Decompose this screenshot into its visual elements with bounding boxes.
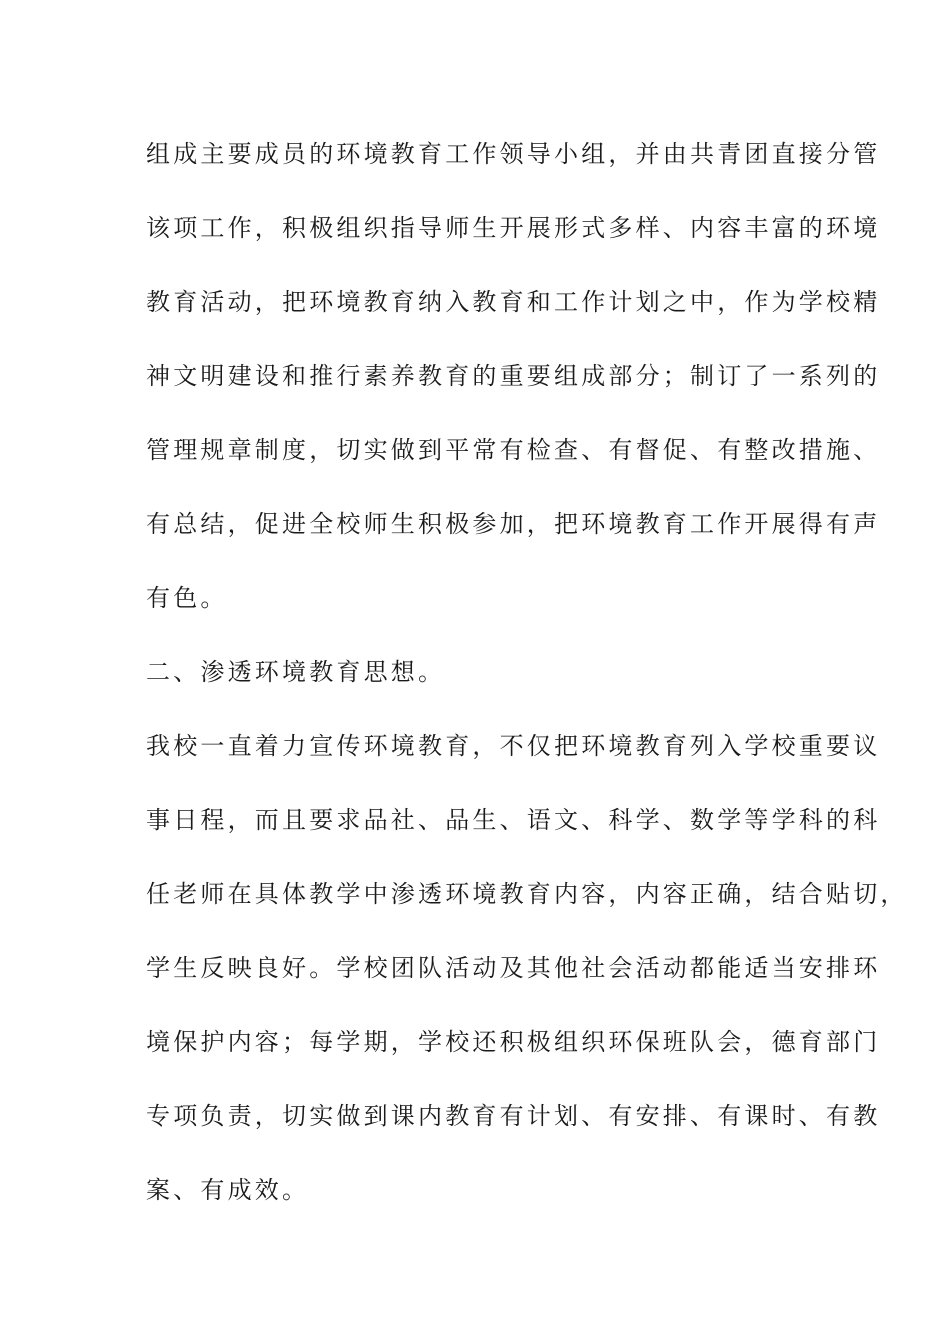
body-text — [146, 132, 908, 1242]
section-heading: 二、渗透环境教育思想。 — [146, 658, 446, 686]
text-line: 境保护内容；每学期，学校还积极组织环保班队会，德育部门 — [146, 1028, 881, 1056]
text-line: 神文明建设和推行素养教育的重要组成部分；制订了一系列的 — [146, 362, 881, 390]
text-line: 有色。 — [146, 584, 228, 612]
text-line: 有总结，促进全校师生积极参加，把环境教育工作开展得有声 — [146, 510, 881, 538]
text-line: 该项工作，积极组织指导师生开展形式多样、内容丰富的环境 — [146, 214, 881, 242]
text-line: 我校一直着力宣传环境教育，不仅把环境教育列入学校重要议 — [146, 732, 881, 760]
text-line: 专项负责，切实做到课内教育有计划、有安排、有课时、有教 — [146, 1102, 881, 1130]
text-line: 学生反映良好。学校团队活动及其他社会活动都能适当安排环 — [146, 954, 881, 982]
text-line: 教育活动，把环境教育纳入教育和工作计划之中，作为学校精 — [146, 288, 881, 316]
text-line: 管理规章制度，切实做到平常有检查、有督促、有整改措施、 — [146, 436, 881, 464]
text-line: 组成主要成员的环境教育工作领导小组，并由共青团直接分管 — [146, 140, 881, 168]
text-line: 事日程，而且要求品社、品生、语文、科学、数学等学科的科 — [146, 806, 881, 834]
text-line: 案、有成效。 — [146, 1176, 310, 1204]
text-line: 任老师在具体教学中渗透环境教育内容，内容正确，结合贴切， — [146, 880, 908, 908]
